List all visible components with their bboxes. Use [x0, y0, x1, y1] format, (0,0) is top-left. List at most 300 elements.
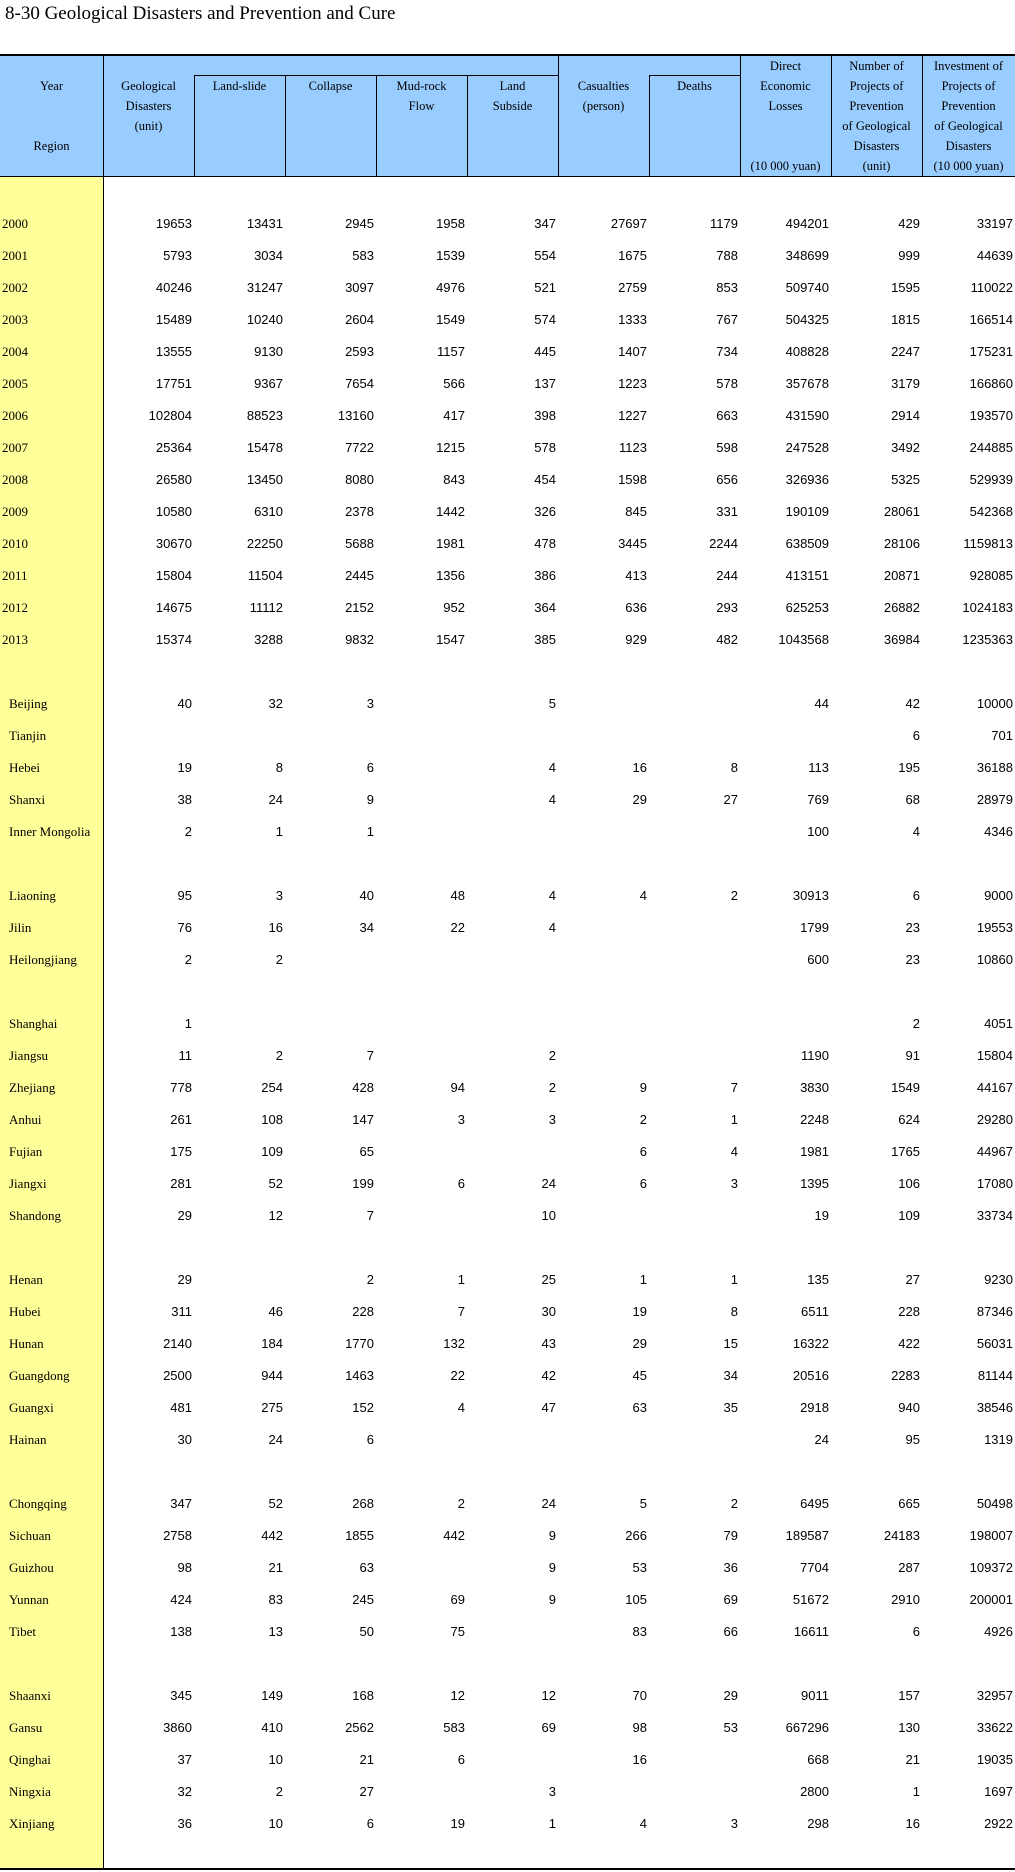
table-cell: 574 — [534, 312, 556, 327]
table-cell: 2593 — [345, 344, 374, 359]
table-cell: 29 — [177, 1208, 192, 1223]
table-cell: 51672 — [792, 1592, 829, 1607]
table-cell: 40 — [177, 696, 192, 711]
table-cell: 21 — [905, 1752, 920, 1767]
table-cell: 8 — [275, 760, 283, 775]
table-cell: 7 — [457, 1304, 465, 1319]
table-cell: 4 — [912, 824, 920, 839]
table-cell: 36188 — [976, 760, 1013, 775]
header-mudrock-flow: Mud-rock Flow — [396, 79, 447, 113]
table-cell: 53 — [723, 1720, 738, 1735]
table-cell: 32 — [177, 1784, 192, 1799]
region-label: Beijing — [9, 696, 48, 711]
table-cell: 347 — [170, 1496, 192, 1511]
table-cell: 7 — [730, 1080, 738, 1095]
table-cell: 386 — [534, 568, 556, 583]
table-cell: 14675 — [155, 600, 192, 615]
table-cell: 15489 — [155, 312, 192, 327]
table-cell: 1 — [730, 1272, 738, 1287]
year-label: 2013 — [2, 632, 28, 647]
table-cell: 87346 — [976, 1304, 1013, 1319]
table-cell: 30 — [541, 1304, 556, 1319]
table-cell: 529939 — [969, 472, 1013, 487]
table-cell: 4 — [457, 1400, 465, 1415]
table-cell: 8080 — [345, 472, 374, 487]
table-cell: 6310 — [254, 504, 283, 519]
table-cell: 4926 — [984, 1624, 1013, 1639]
table-cell: 245 — [352, 1592, 374, 1607]
year-label: 2007 — [2, 440, 28, 455]
table-cell: 2247 — [891, 344, 920, 359]
region-label: Guangdong — [9, 1368, 70, 1383]
table-cell: 106 — [898, 1176, 920, 1191]
header-bottom-rule — [0, 176, 1015, 177]
table-cell: 326936 — [785, 472, 829, 487]
table-cell: 16 — [268, 920, 283, 935]
table-cell: 9000 — [984, 888, 1013, 903]
table-cell: 422 — [898, 1336, 920, 1351]
year-label: 2000 — [2, 216, 28, 231]
table-cell: 2918 — [800, 1400, 829, 1415]
table-cell: 29 — [723, 1688, 738, 1703]
table-cell: 1190 — [801, 1048, 829, 1063]
table-cell: 15 — [723, 1336, 738, 1351]
table-cell: 2 — [639, 1112, 647, 1127]
table-cell: 3288 — [254, 632, 283, 647]
table-cell: 481 — [170, 1400, 192, 1415]
table-cell: 100 — [807, 824, 829, 839]
table-cell: 190109 — [785, 504, 829, 519]
year-label: 2005 — [2, 376, 28, 391]
table-cell: 24 — [268, 1432, 283, 1447]
table-cell: 35 — [723, 1400, 738, 1415]
table-cell: 424 — [170, 1592, 192, 1607]
table-cell: 19653 — [155, 216, 192, 231]
table-cell: 2758 — [163, 1528, 192, 1543]
year-label: 2006 — [2, 408, 28, 423]
table-cell: 2759 — [618, 280, 647, 295]
table-cell: 1855 — [345, 1528, 374, 1543]
table-cell: 4 — [639, 1816, 647, 1831]
table-cell: 1799 — [800, 920, 829, 935]
table-cell: 30670 — [155, 536, 192, 551]
header-number-of-projects: Number of Projects of Prevention of Geological Disasters (unit) — [842, 59, 911, 173]
table-cell: 2 — [912, 1016, 920, 1031]
table-cell: 30913 — [792, 888, 829, 903]
table-cell: 17080 — [976, 1176, 1013, 1191]
table-cell: 583 — [443, 1720, 465, 1735]
table-cell: 1123 — [619, 440, 647, 455]
table-cell: 149 — [261, 1688, 283, 1703]
region-label: Hubei — [9, 1304, 41, 1319]
table-cell: 132 — [443, 1336, 465, 1351]
table-cell: 298 — [807, 1816, 829, 1831]
table-cell: 431590 — [785, 408, 829, 423]
table-cell: 6 — [912, 1624, 920, 1639]
table-cell: 40 — [359, 888, 374, 903]
table-cell: 47 — [541, 1400, 556, 1415]
table-cell: 168 — [352, 1688, 374, 1703]
region-label: Hainan — [9, 1432, 47, 1447]
table-cell: 94 — [450, 1080, 465, 1095]
table-cell: 42 — [541, 1368, 556, 1383]
table-cell: 578 — [716, 376, 738, 391]
table-cell: 1 — [184, 1016, 192, 1031]
table-cell: 147 — [352, 1112, 374, 1127]
table-cell: 193570 — [969, 408, 1013, 423]
table-cell: 50498 — [976, 1496, 1013, 1511]
table-cell: 16322 — [792, 1336, 829, 1351]
region-label: Sichuan — [9, 1528, 51, 1543]
table-cell: 275 — [261, 1400, 283, 1415]
table-cell: 13 — [268, 1624, 283, 1639]
table-cell: 413151 — [785, 568, 829, 583]
table-cell: 845 — [625, 504, 647, 519]
table-cell: 9832 — [345, 632, 374, 647]
table-cell: 3097 — [345, 280, 374, 295]
table-cell: 2140 — [163, 1336, 192, 1351]
table-cell: 1 — [366, 824, 374, 839]
table-cell: 2 — [275, 952, 283, 967]
table-cell: 33734 — [976, 1208, 1013, 1223]
table-cell: 13160 — [337, 408, 374, 423]
table-cell: 2914 — [891, 408, 920, 423]
table-cell: 13431 — [246, 216, 283, 231]
header-land-subside: Land Subside — [492, 79, 533, 113]
table-cell: 331 — [716, 504, 738, 519]
table-cell: 952 — [443, 600, 465, 615]
table-cell: 3034 — [254, 248, 283, 263]
table-cell: 110022 — [970, 280, 1013, 295]
table-cell: 929 — [625, 632, 647, 647]
table-cell: 4 — [548, 792, 556, 807]
table-cell: 16 — [632, 760, 647, 775]
table-cell: 10 — [541, 1208, 556, 1223]
table-cell: 1159813 — [963, 536, 1013, 551]
table-cell: 32 — [268, 696, 283, 711]
table-cell: 247528 — [785, 440, 829, 455]
table-cell: 287 — [898, 1560, 920, 1575]
table-cell: 22 — [450, 1368, 465, 1383]
table-cell: 6 — [366, 760, 374, 775]
bottom-rule — [0, 1868, 1015, 1870]
table-cell: 3179 — [891, 376, 920, 391]
table-cell: 1157 — [437, 344, 465, 359]
header-landslide: Land-slide — [212, 79, 267, 93]
table-cell: 5325 — [891, 472, 920, 487]
table-cell: 25364 — [155, 440, 192, 455]
table-cell: 668 — [807, 1752, 829, 1767]
table-cell: 11112 — [249, 600, 283, 615]
table-cell: 1958 — [436, 216, 465, 231]
table-cell: 9011 — [801, 1688, 829, 1703]
table-cell: 9 — [548, 1528, 556, 1543]
table-cell: 1 — [639, 1272, 647, 1287]
table-cell: 2800 — [800, 1784, 829, 1799]
table-cell: 357678 — [785, 376, 829, 391]
table-cell: 2 — [184, 824, 192, 839]
stub-divider — [103, 177, 104, 1869]
table-cell: 4051 — [984, 1016, 1013, 1031]
table-cell: 566 — [443, 376, 465, 391]
table-cell: 1 — [457, 1272, 465, 1287]
table-cell: 69 — [723, 1592, 738, 1607]
year-label: 2002 — [2, 280, 28, 295]
table-cell: 7654 — [345, 376, 374, 391]
table-cell: 1981 — [436, 536, 465, 551]
header-deaths: Deaths — [677, 79, 712, 93]
table-cell: 1024183 — [962, 600, 1013, 615]
table-cell: 152 — [352, 1400, 374, 1415]
table-cell: 10580 — [155, 504, 192, 519]
table-cell: 636 — [625, 600, 647, 615]
table-cell: 767 — [716, 312, 738, 327]
table-cell: 135 — [807, 1272, 829, 1287]
table-cell: 7722 — [345, 440, 374, 455]
table-cell: 1227 — [618, 408, 647, 423]
table-cell: 25 — [541, 1272, 556, 1287]
table-cell: 24 — [814, 1432, 829, 1447]
table-cell: 108 — [261, 1112, 283, 1127]
table-cell: 12 — [268, 1208, 283, 1223]
table-cell: 701 — [991, 728, 1013, 743]
table-cell: 656 — [716, 472, 738, 487]
table-title: 8-30 Geological Disasters and Prevention and Cure — [5, 3, 396, 24]
table-cell: 600 — [807, 952, 829, 967]
table-cell: 3 — [366, 696, 374, 711]
region-label: Yunnan — [9, 1592, 49, 1607]
table-cell: 26882 — [883, 600, 920, 615]
table-cell: 195 — [898, 760, 920, 775]
table-cell: 1981 — [800, 1144, 829, 1159]
table-cell: 266 — [625, 1528, 647, 1543]
table-cell: 554 — [534, 248, 556, 263]
table-cell: 32957 — [976, 1688, 1013, 1703]
table-cell: 23 — [905, 952, 920, 967]
table-cell: 12 — [541, 1688, 556, 1703]
table-cell: 46 — [268, 1304, 283, 1319]
table-cell: 10860 — [976, 952, 1013, 967]
table-cell: 102804 — [148, 408, 192, 423]
table-cell: 6 — [457, 1752, 465, 1767]
table-cell: 88523 — [246, 408, 283, 423]
region-label: Tianjin — [9, 728, 47, 743]
table-cell: 3860 — [163, 1720, 192, 1735]
table-cell: 228 — [352, 1304, 374, 1319]
header-geological-disasters: Geological Disasters (unit) — [121, 79, 176, 133]
region-label: Ningxia — [9, 1784, 51, 1799]
table-cell: 16611 — [793, 1624, 829, 1639]
table-cell: 1598 — [618, 472, 647, 487]
table-cell: 45 — [632, 1368, 647, 1383]
table-cell: 166514 — [969, 312, 1013, 327]
table-cell: 130 — [898, 1720, 920, 1735]
table-cell: 2152 — [345, 600, 374, 615]
table-cell: 6 — [639, 1144, 647, 1159]
table-cell: 16 — [632, 1752, 647, 1767]
table-cell: 19553 — [976, 920, 1013, 935]
table-cell: 43 — [541, 1336, 556, 1351]
table-cell: 7 — [366, 1208, 374, 1223]
table-cell: 521 — [534, 280, 556, 295]
table-cell: 6 — [912, 888, 920, 903]
table-cell: 326 — [534, 504, 556, 519]
table-cell: 95 — [177, 888, 192, 903]
region-label: Zhejiang — [9, 1080, 56, 1095]
table-cell: 398 — [534, 408, 556, 423]
table-cell: 28106 — [883, 536, 920, 551]
table-cell: 5 — [639, 1496, 647, 1511]
table-cell: 999 — [898, 248, 920, 263]
table-cell: 27 — [905, 1272, 920, 1287]
table-cell: 38546 — [976, 1400, 1013, 1415]
table-cell: 3 — [457, 1112, 465, 1127]
table-cell: 5793 — [163, 248, 192, 263]
table-cell: 68 — [905, 792, 920, 807]
table-cell: 8 — [730, 760, 738, 775]
table-cell: 598 — [716, 440, 738, 455]
table-cell: 44967 — [976, 1144, 1013, 1159]
table-cell: 113 — [808, 760, 829, 775]
region-label: Xinjiang — [9, 1816, 55, 1831]
table-cell: 31247 — [246, 280, 283, 295]
table-cell: 2922 — [984, 1816, 1013, 1831]
table-cell: 1 — [548, 1816, 556, 1831]
table-cell: 428 — [352, 1080, 374, 1095]
table-cell: 38 — [177, 792, 192, 807]
table-cell: 261 — [170, 1112, 192, 1127]
table-cell: 12 — [450, 1688, 465, 1703]
table-cell: 445 — [534, 344, 556, 359]
table-cell: 83 — [268, 1592, 283, 1607]
table-cell: 244 — [716, 568, 738, 583]
table-cell: 3830 — [800, 1080, 829, 1095]
table-cell: 28061 — [883, 504, 920, 519]
table-cell: 29280 — [976, 1112, 1013, 1127]
table-cell: 3445 — [618, 536, 647, 551]
table-cell: 1697 — [984, 1784, 1013, 1799]
table-cell: 928085 — [969, 568, 1013, 583]
table-cell: 23 — [905, 920, 920, 935]
table-cell: 413 — [625, 568, 647, 583]
table-cell: 5 — [548, 696, 556, 711]
table-cell: 36 — [723, 1560, 738, 1575]
table-cell: 1333 — [618, 312, 647, 327]
table-cell: 81144 — [977, 1368, 1013, 1383]
table-cell: 109 — [261, 1144, 283, 1159]
table-cell: 22250 — [246, 536, 283, 551]
table-cell: 109 — [898, 1208, 920, 1223]
table-cell: 44639 — [976, 248, 1013, 263]
table-cell: 29 — [632, 792, 647, 807]
table-cell: 2 — [366, 1272, 374, 1287]
table-cell: 56031 — [976, 1336, 1013, 1351]
table-cell: 52 — [268, 1176, 283, 1191]
table-cell: 578 — [534, 440, 556, 455]
table-cell: 2 — [275, 1784, 283, 1799]
table-cell: 1356 — [436, 568, 465, 583]
table-cell: 663 — [716, 408, 738, 423]
table-cell: 4 — [548, 888, 556, 903]
table-cell: 454 — [534, 472, 556, 487]
table-cell: 4346 — [984, 824, 1013, 839]
table-cell: 311 — [171, 1304, 192, 1319]
region-label: Jiangxi — [9, 1176, 47, 1191]
table-cell: 347 — [534, 216, 556, 231]
table-cell: 3 — [548, 1784, 556, 1799]
header-divider — [558, 56, 559, 177]
table-cell: 9 — [548, 1560, 556, 1575]
table-cell: 17751 — [155, 376, 192, 391]
table-cell: 28979 — [976, 792, 1013, 807]
table-cell: 2283 — [891, 1368, 920, 1383]
table-cell: 1549 — [436, 312, 465, 327]
table-cell: 6 — [912, 728, 920, 743]
table-cell: 24183 — [883, 1528, 920, 1543]
table-cell: 69 — [541, 1720, 556, 1735]
table-cell: 95 — [905, 1432, 920, 1447]
table-cell: 1 — [275, 824, 283, 839]
table-cell: 19 — [450, 1816, 465, 1831]
table-cell: 410 — [261, 1720, 283, 1735]
table-cell: 2604 — [345, 312, 374, 327]
table-cell: 2 — [548, 1048, 556, 1063]
table-cell: 29 — [632, 1336, 647, 1351]
table-cell: 10 — [268, 1816, 283, 1831]
table-cell: 4976 — [436, 280, 465, 295]
table-cell: 33197 — [976, 216, 1013, 231]
region-label: Gansu — [9, 1720, 43, 1735]
header-economic-losses: Direct Economic Losses — [760, 59, 811, 113]
table-cell: 66 — [723, 1624, 738, 1639]
table-cell: 2378 — [345, 504, 374, 519]
table-cell: 254 — [261, 1080, 283, 1095]
year-label: 2001 — [2, 248, 28, 263]
table-cell: 138 — [170, 1624, 192, 1639]
table-cell: 624 — [898, 1112, 920, 1127]
table-cell: 13555 — [155, 344, 192, 359]
table-cell: 19035 — [976, 1752, 1013, 1767]
table-cell: 667296 — [785, 1720, 829, 1735]
table-cell: 200001 — [969, 1592, 1013, 1607]
table-cell: 36 — [177, 1816, 192, 1831]
table-cell: 1 — [912, 1784, 920, 1799]
table-cell: 2 — [730, 1496, 738, 1511]
table-cell: 6511 — [801, 1304, 829, 1319]
table-cell: 1675 — [618, 248, 647, 263]
table-cell: 30 — [177, 1432, 192, 1447]
table-cell: 79 — [723, 1528, 738, 1543]
table-cell: 1442 — [436, 504, 465, 519]
table-cell: 3 — [275, 888, 283, 903]
table-cell: 442 — [261, 1528, 283, 1543]
table-cell: 1770 — [345, 1336, 374, 1351]
table-cell: 19 — [814, 1208, 829, 1223]
table-cell: 1 — [730, 1112, 738, 1127]
table-cell: 27697 — [610, 216, 647, 231]
table-cell: 1179 — [710, 216, 738, 231]
region-label: Hebei — [9, 760, 41, 775]
table-cell: 9130 — [254, 344, 283, 359]
table-cell: 52 — [268, 1496, 283, 1511]
table-cell: 189587 — [785, 1528, 829, 1543]
region-label: Tibet — [9, 1624, 36, 1639]
table-cell: 91 — [905, 1048, 920, 1063]
table-cell: 3 — [730, 1176, 738, 1191]
table-cell: 15478 — [246, 440, 283, 455]
table-cell: 1395 — [800, 1176, 829, 1191]
table-cell: 44 — [814, 696, 829, 711]
